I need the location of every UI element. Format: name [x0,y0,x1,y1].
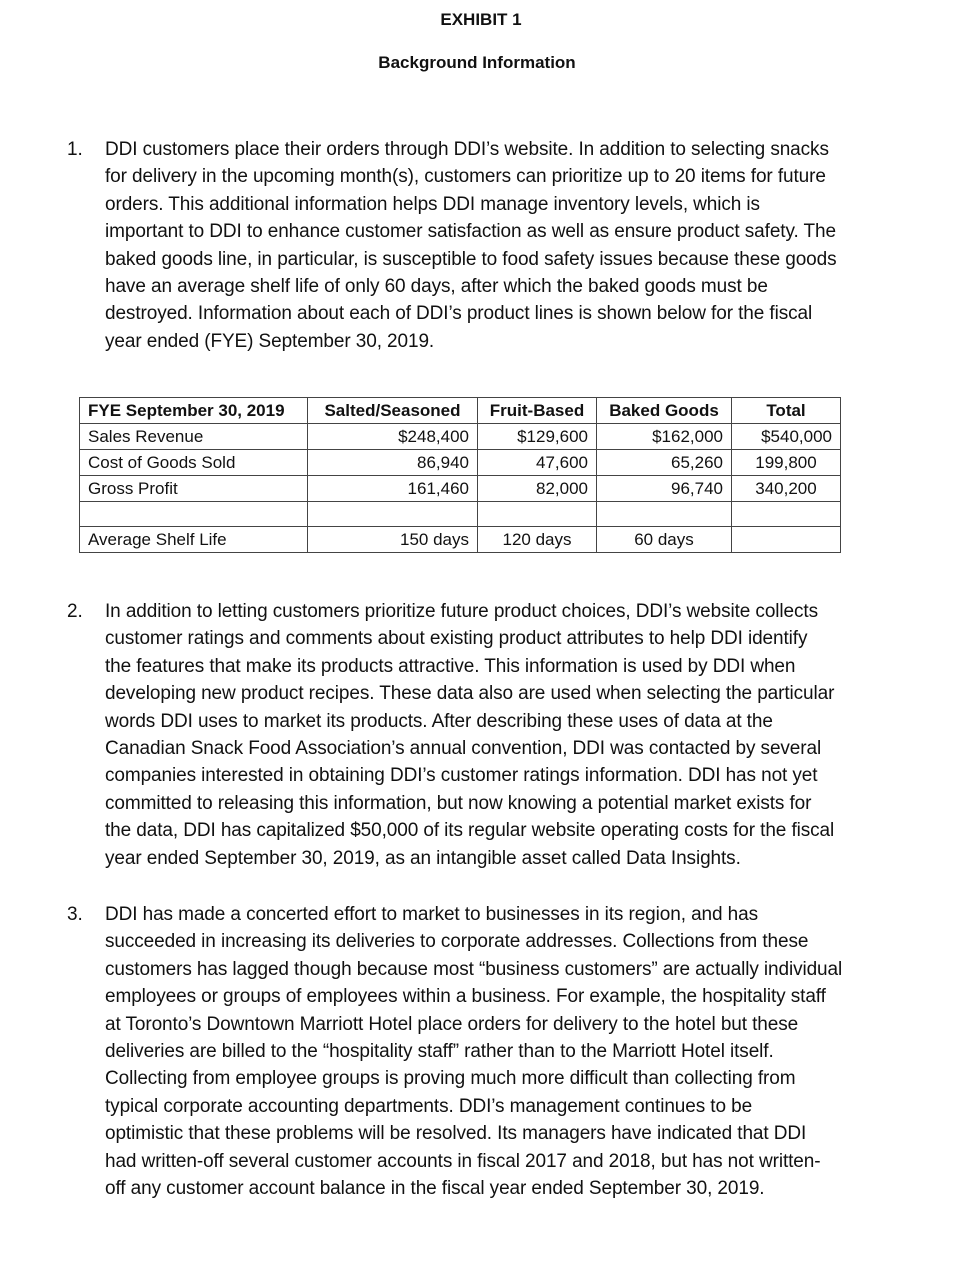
table-header-cell: Baked Goods [597,398,732,424]
text-line: baked goods line, in particular, is susceptible to food safety issues because these goods [105,248,837,270]
text-line: the data, DDI has capitalized $50,000 of its regular website operating costs for the fiscal [105,820,835,842]
text-line: important to DDI to enhance customer satisfaction as well as ensure product safety. The [105,221,836,243]
paragraph-number: 1. [67,139,83,160]
text-line: orders. This additional information helps DDI manage inventory levels, which is [105,193,760,215]
text-line: committed to releasing this information, but now knowing a potential market exists for [105,792,812,814]
paragraph-text [105,136,937,355]
text-line: at Toronto’s Downtown Marriott Hotel place orders for delivery to the hotel but these [105,1013,799,1035]
text-line: customer ratings and comments about existing product attributes to help DDI identify [105,628,808,650]
paragraph-number: 2. [67,601,83,622]
table-cell: $540,000 [732,424,841,450]
text-line: deliveries are billed to the “hospitality staff” rather than to the Marriott Hotel itself. [105,1041,774,1063]
text-line: customers has lagged though because most “business customers” are actually individual [105,958,843,980]
table-cell [80,502,308,527]
text-line: Canadian Snack Food Association’s annual convention, DDI was contacted by several [105,738,822,760]
paragraph-number: 3. [67,904,83,925]
text-line: year ended September 30, 2019, as an intangible asset called Data Insights. [105,847,741,869]
table-cell: 199,800 [732,450,841,476]
text-line: developing new product recipes. These data also are used when selecting the particular [105,683,835,705]
paragraph-3 [67,901,937,1202]
row-label: Sales Revenue [80,424,308,450]
text-line: Collecting from employee groups is proving much more difficult than collecting from [105,1068,796,1090]
table-cell [732,527,841,553]
table-cell: 47,600 [478,450,597,476]
table-row-empty [80,502,841,527]
exhibit-title: EXHIBIT 1 [440,10,522,29]
table-cell: 150 days [308,527,478,553]
table-header-cell: Fruit-Based [478,398,597,424]
table-header-cell: FYE September 30, 2019 [80,398,308,424]
table-cell [597,502,732,527]
table-cell: $162,000 [597,424,732,450]
text-line: DDI has made a concerted effort to market to businesses in its region, and has [105,904,758,925]
table-row [80,424,841,450]
table-cell: 161,460 [308,476,478,502]
table-header-cell: Total [732,398,841,424]
text-line: companies interested in obtaining DDI’s customer ratings information. DDI has not yet [105,765,818,787]
text-line: have an average shelf life of only 60 days, after which the baked goods must be [105,276,768,298]
table-cell: 120 days [478,527,597,553]
table-cell: 86,940 [308,450,478,476]
text-line: typical corporate accounting departments. DDI’s management continues to be [105,1095,753,1117]
table-header-cell: Salted/Seasoned [308,398,478,424]
text-line: the features that make its products attractive. This information is used by DDI when [105,655,796,677]
row-label: Average Shelf Life [80,527,308,553]
table-row [80,476,841,502]
text-line: succeeded in increasing its deliveries to corporate addresses. Collections from these [105,931,809,953]
table-row [80,450,841,476]
section-subtitle: Background Information [378,53,576,72]
row-label: Gross Profit [80,476,308,502]
text-line: In addition to letting customers prioritize future product choices, DDI’s website collects [105,601,818,622]
table-cell: $248,400 [308,424,478,450]
product-line-table [79,397,841,553]
table-row [80,527,841,553]
text-line: destroyed. Information about each of DDI’s product lines is shown below for the fiscal [105,303,813,325]
table-cell [732,502,841,527]
text-line: for delivery in the upcoming month(s), customers can prioritize up to 20 items for future [105,166,826,188]
table-cell: 340,200 [732,476,841,502]
paragraph-2 [67,598,937,872]
table-cell: 60 days [597,527,732,553]
table-cell: 65,260 [597,450,732,476]
text-line: year ended (FYE) September 30, 2019. [105,330,435,352]
row-label: Cost of Goods Sold [80,450,308,476]
text-line: DDI customers place their orders through DDI’s website. In addition to selecting snacks [105,139,829,160]
text-line: optimistic that these problems will be resolved. Its managers have indicated that DDI [105,1123,807,1145]
paragraph-text [105,598,937,872]
paragraph-text [105,901,937,1202]
text-line: off any customer account balance in the fiscal year ended September 30, 2019. [105,1178,765,1200]
text-line: had written-off several customer accounts in fiscal 2017 and 2018, but has not written- [105,1150,821,1172]
table-cell: 96,740 [597,476,732,502]
table-header-row [80,398,841,424]
table-cell: $129,600 [478,424,597,450]
paragraph-1 [67,136,937,355]
text-line: employees or groups of employees within a business. For example, the hospitality staff [105,986,826,1008]
table-cell [308,502,478,527]
table-cell: 82,000 [478,476,597,502]
text-line: words DDI uses to market its products. After describing these uses of data at the [105,710,773,732]
table-cell [478,502,597,527]
